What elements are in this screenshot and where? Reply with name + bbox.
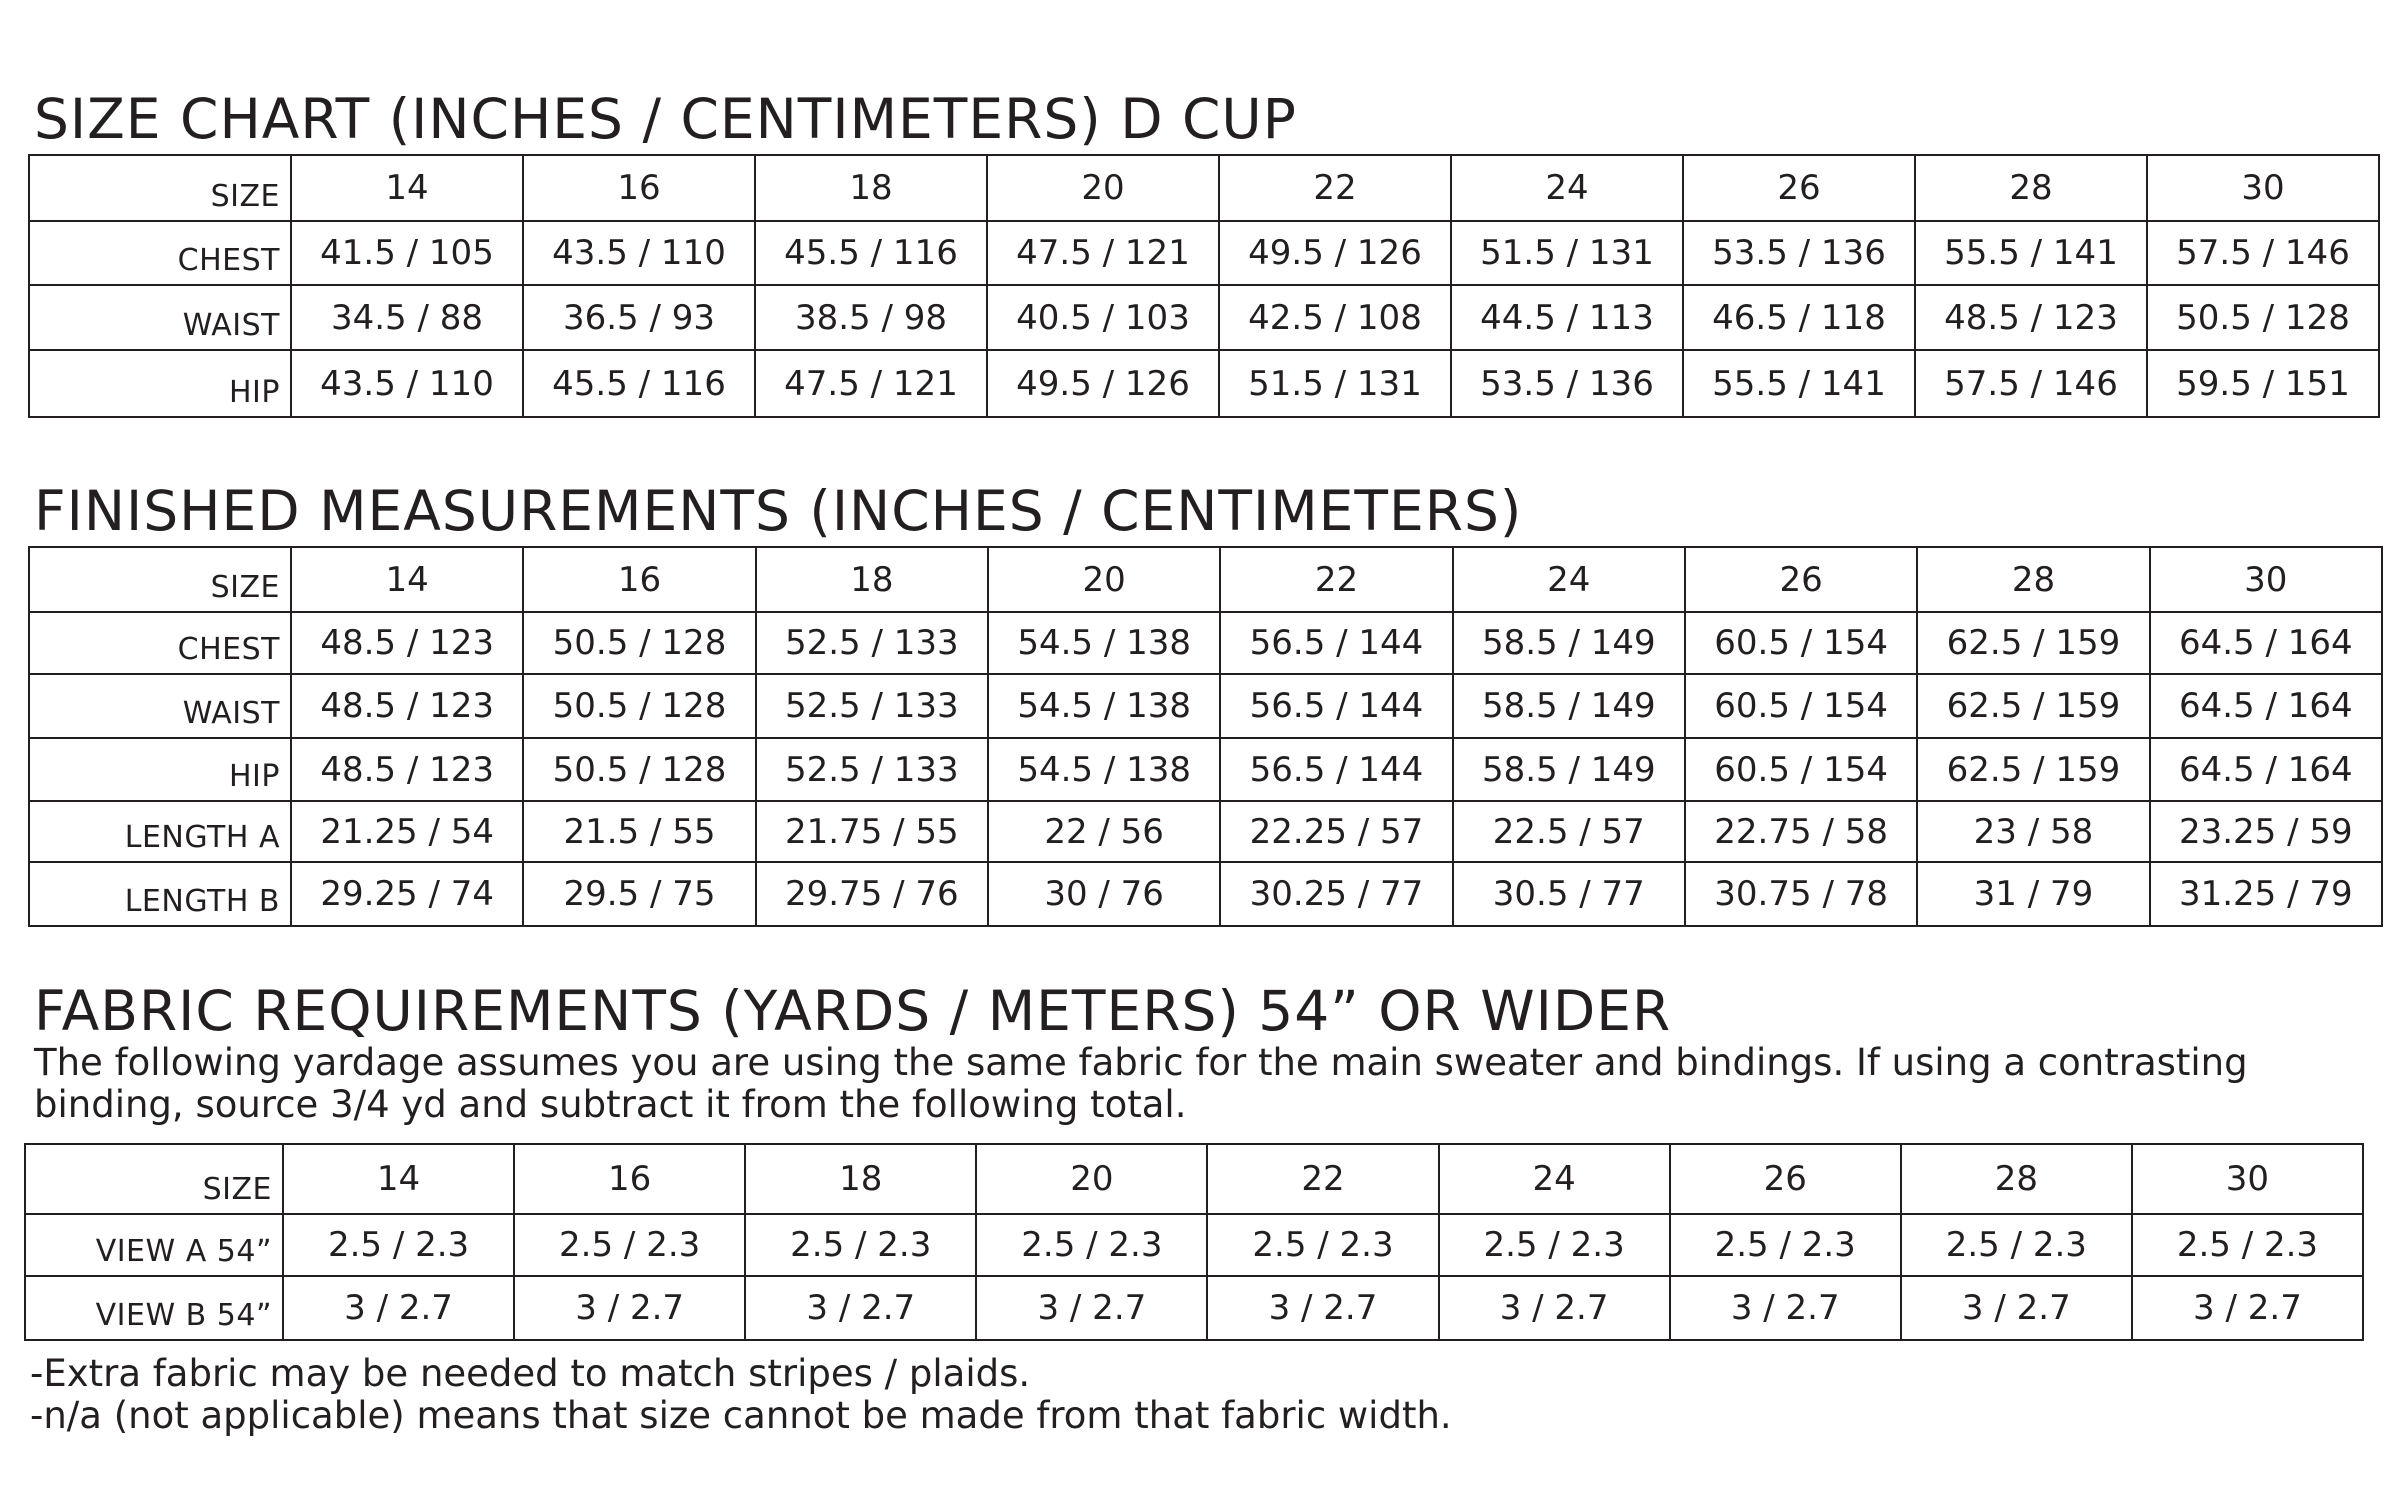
table-cell: 30.75 / 78 [1685, 862, 1917, 926]
size-header-22: 22 [1207, 1144, 1438, 1214]
table-cell: 55.5 / 141 [1915, 221, 2147, 285]
table-cell: 59.5 / 151 [2147, 350, 2379, 417]
table-cell: 2.5 / 2.3 [514, 1214, 745, 1276]
table-cell: 3 / 2.7 [1439, 1276, 1670, 1340]
table-cell: 57.5 / 146 [1915, 350, 2147, 417]
table-cell: 60.5 / 154 [1685, 612, 1917, 674]
table-cell: 58.5 / 149 [1453, 612, 1685, 674]
fabric-requirements-table [24, 1143, 2364, 1341]
table-cell: 2.5 / 2.3 [2132, 1214, 2363, 1276]
row-label: WAIST [29, 674, 291, 738]
size-header-14: 14 [291, 155, 523, 221]
size-header-18: 18 [756, 547, 988, 612]
table-cell: 62.5 / 159 [1917, 674, 2149, 738]
table-cell: 48.5 / 123 [1915, 285, 2147, 350]
size-header-26: 26 [1685, 547, 1917, 612]
table-cell: 2.5 / 2.3 [1670, 1214, 1901, 1276]
table-row [25, 1214, 2363, 1276]
table-cell: 44.5 / 113 [1451, 285, 1683, 350]
size-header-22: 22 [1220, 547, 1452, 612]
table-cell: 21.5 / 55 [523, 801, 755, 862]
table-cell: 21.75 / 55 [756, 801, 988, 862]
row-label: VIEW A 54” [25, 1214, 283, 1276]
table-cell: 29.5 / 75 [523, 862, 755, 926]
table-cell: 56.5 / 144 [1220, 674, 1452, 738]
size-header-28: 28 [1901, 1144, 2132, 1214]
table-cell: 23 / 58 [1917, 801, 2149, 862]
size-header-24: 24 [1439, 1144, 1670, 1214]
table-cell: 43.5 / 110 [291, 350, 523, 417]
table-row [29, 285, 2379, 350]
table-cell: 45.5 / 116 [755, 221, 987, 285]
table-cell: 29.25 / 74 [291, 862, 523, 926]
size-header-30: 30 [2147, 155, 2379, 221]
table-cell: 2.5 / 2.3 [1439, 1214, 1670, 1276]
table-cell: 50.5 / 128 [523, 738, 755, 801]
row-label: VIEW B 54” [25, 1276, 283, 1340]
table-cell: 64.5 / 164 [2150, 738, 2382, 801]
table-cell: 50.5 / 128 [2147, 285, 2379, 350]
table-cell: 47.5 / 121 [987, 221, 1219, 285]
size-header-30: 30 [2132, 1144, 2363, 1214]
table-cell: 48.5 / 123 [291, 738, 523, 801]
table-row [29, 738, 2382, 801]
table-cell: 3 / 2.7 [283, 1276, 514, 1340]
size-header-18: 18 [755, 155, 987, 221]
table-cell: 46.5 / 118 [1683, 285, 1915, 350]
table-cell: 41.5 / 105 [291, 221, 523, 285]
table-cell: 31.25 / 79 [2150, 862, 2382, 926]
size-header-14: 14 [291, 547, 523, 612]
size-header-26: 26 [1670, 1144, 1901, 1214]
table-cell: 57.5 / 146 [2147, 221, 2379, 285]
table-cell: 53.5 / 136 [1683, 221, 1915, 285]
table-cell: 48.5 / 123 [291, 674, 523, 738]
finished-measurements-table [28, 546, 2383, 927]
table-cell: 64.5 / 164 [2150, 674, 2382, 738]
row-label: HIP [29, 350, 291, 417]
table-cell: 42.5 / 108 [1219, 285, 1451, 350]
table-cell: 22.75 / 58 [1685, 801, 1917, 862]
table-cell: 21.25 / 54 [291, 801, 523, 862]
table-row [29, 350, 2379, 417]
table-cell: 52.5 / 133 [756, 738, 988, 801]
table-cell: 38.5 / 98 [755, 285, 987, 350]
size-header-label: SIZE [29, 547, 291, 612]
table-cell: 54.5 / 138 [988, 738, 1220, 801]
table-cell: 52.5 / 133 [756, 674, 988, 738]
table-cell: 45.5 / 116 [523, 350, 755, 417]
table-cell: 22 / 56 [988, 801, 1220, 862]
table-row [29, 801, 2382, 862]
table-cell: 23.25 / 59 [2150, 801, 2382, 862]
size-chart-title: SIZE CHART (INCHES / CENTIMETERS) D CUP [34, 87, 1297, 151]
table-cell: 50.5 / 128 [523, 612, 755, 674]
fabric-note-na: -n/a (not applicable) means that size cannot be made from that fabric width. [30, 1394, 1452, 1437]
size-header-22: 22 [1219, 155, 1451, 221]
table-cell: 48.5 / 123 [291, 612, 523, 674]
table-cell: 56.5 / 144 [1220, 738, 1452, 801]
table-cell: 55.5 / 141 [1683, 350, 1915, 417]
table-cell: 30.5 / 77 [1453, 862, 1685, 926]
size-header-24: 24 [1451, 155, 1683, 221]
size-header-label: SIZE [29, 155, 291, 221]
table-cell: 2.5 / 2.3 [1901, 1214, 2132, 1276]
table-cell: 53.5 / 136 [1451, 350, 1683, 417]
table-cell: 3 / 2.7 [2132, 1276, 2363, 1340]
row-label: WAIST [29, 285, 291, 350]
table-cell: 58.5 / 149 [1453, 738, 1685, 801]
row-label: LENGTH B [29, 862, 291, 926]
table-cell: 54.5 / 138 [988, 674, 1220, 738]
table-cell: 3 / 2.7 [745, 1276, 976, 1340]
table-cell: 58.5 / 149 [1453, 674, 1685, 738]
size-header-30: 30 [2150, 547, 2382, 612]
table-cell: 31 / 79 [1917, 862, 2149, 926]
row-label: CHEST [29, 221, 291, 285]
table-cell: 30.25 / 77 [1220, 862, 1452, 926]
table-cell: 43.5 / 110 [523, 221, 755, 285]
size-header-26: 26 [1683, 155, 1915, 221]
table-cell: 2.5 / 2.3 [745, 1214, 976, 1276]
row-label: LENGTH A [29, 801, 291, 862]
fabric-note-stripes: -Extra fabric may be needed to match stripes / plaids. [30, 1352, 1031, 1395]
table-cell: 51.5 / 131 [1219, 350, 1451, 417]
table-cell: 49.5 / 126 [1219, 221, 1451, 285]
table-cell: 47.5 / 121 [755, 350, 987, 417]
table-cell: 29.75 / 76 [756, 862, 988, 926]
table-cell: 49.5 / 126 [987, 350, 1219, 417]
table-cell: 54.5 / 138 [988, 612, 1220, 674]
table-cell: 60.5 / 154 [1685, 738, 1917, 801]
table-cell: 22.25 / 57 [1220, 801, 1452, 862]
table-cell: 52.5 / 133 [756, 612, 988, 674]
table-cell: 3 / 2.7 [976, 1276, 1207, 1340]
table-cell: 3 / 2.7 [514, 1276, 745, 1340]
table-cell: 40.5 / 103 [987, 285, 1219, 350]
row-label: CHEST [29, 612, 291, 674]
size-header-16: 16 [523, 155, 755, 221]
table-cell: 62.5 / 159 [1917, 738, 2149, 801]
size-header-24: 24 [1453, 547, 1685, 612]
size-header-20: 20 [988, 547, 1220, 612]
table-cell: 3 / 2.7 [1207, 1276, 1438, 1340]
size-header-18: 18 [745, 1144, 976, 1214]
table-cell: 3 / 2.7 [1670, 1276, 1901, 1340]
size-header-16: 16 [523, 547, 755, 612]
table-row [29, 862, 2382, 926]
table-cell: 2.5 / 2.3 [976, 1214, 1207, 1276]
size-header-label: SIZE [25, 1144, 283, 1214]
table-cell: 64.5 / 164 [2150, 612, 2382, 674]
table-row [29, 612, 2382, 674]
table-cell: 2.5 / 2.3 [1207, 1214, 1438, 1276]
table-cell: 2.5 / 2.3 [283, 1214, 514, 1276]
table-cell: 30 / 76 [988, 862, 1220, 926]
table-cell: 3 / 2.7 [1901, 1276, 2132, 1340]
size-header-14: 14 [283, 1144, 514, 1214]
table-cell: 51.5 / 131 [1451, 221, 1683, 285]
table-row [29, 674, 2382, 738]
size-header-16: 16 [514, 1144, 745, 1214]
table-cell: 22.5 / 57 [1453, 801, 1685, 862]
header-row [29, 547, 2382, 612]
size-header-20: 20 [976, 1144, 1207, 1214]
table-cell: 36.5 / 93 [523, 285, 755, 350]
header-row [25, 1144, 2363, 1214]
table-cell: 56.5 / 144 [1220, 612, 1452, 674]
size-chart-table [28, 154, 2380, 418]
size-header-28: 28 [1915, 155, 2147, 221]
table-cell: 60.5 / 154 [1685, 674, 1917, 738]
size-header-28: 28 [1917, 547, 2149, 612]
table-cell: 62.5 / 159 [1917, 612, 2149, 674]
table-cell: 50.5 / 128 [523, 674, 755, 738]
table-row [29, 221, 2379, 285]
fabric-requirements-title: FABRIC REQUIREMENTS (YARDS / METERS) 54” OR WIDER [34, 979, 1672, 1043]
fabric-intro-text: The following yardage assumes you are using the same fabric for the main sweater and bindings. If using a contrasting binding, source 3/4 yd and subtract it from the following total. [34, 1041, 2248, 1126]
header-row [29, 155, 2379, 221]
table-row [25, 1276, 2363, 1340]
size-header-20: 20 [987, 155, 1219, 221]
row-label: HIP [29, 738, 291, 801]
finished-measurements-title: FINISHED MEASUREMENTS (INCHES / CENTIMETERS) [34, 479, 1523, 543]
table-cell: 34.5 / 88 [291, 285, 523, 350]
